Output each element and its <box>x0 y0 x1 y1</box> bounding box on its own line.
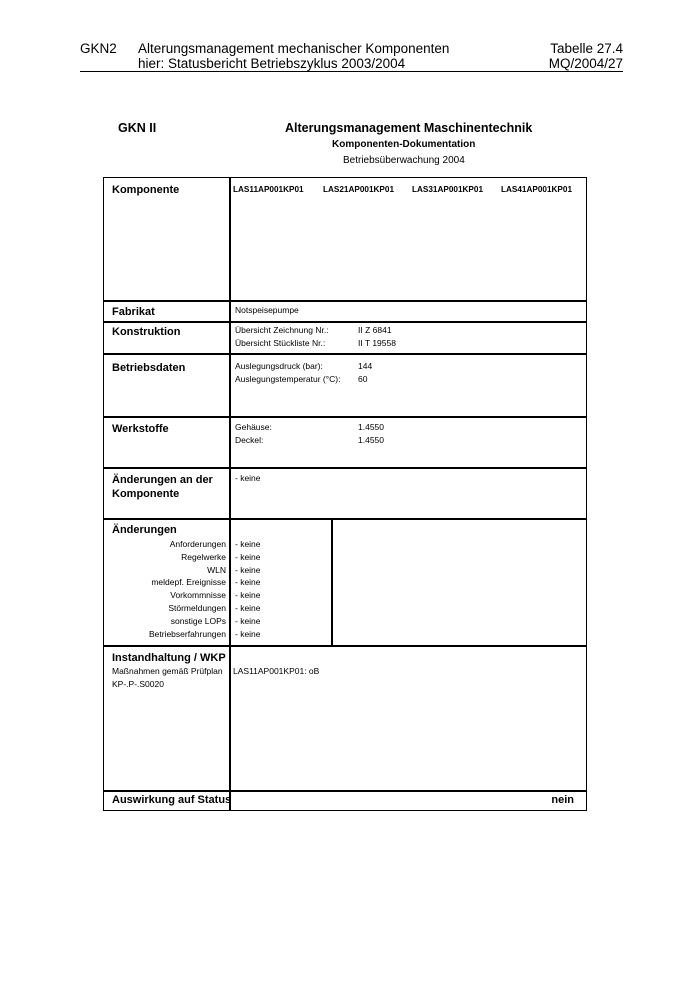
betriebsdaten-value: 60 <box>358 374 368 384</box>
header-table-number: Tabelle 27.4 <box>550 41 623 56</box>
row-separator <box>104 645 586 647</box>
konstruktion-key: Übersicht Stückliste Nr.: <box>235 338 326 348</box>
konstruktion-value: II Z 6841 <box>358 325 392 335</box>
row-separator <box>104 353 586 355</box>
header-rule <box>80 71 623 72</box>
aenderungen-item-value: - keine <box>235 577 261 588</box>
aenderungen-komponente-label-line1: Änderungen an der <box>112 474 213 486</box>
aenderungen-item-value: - keine <box>235 603 261 613</box>
header-title-line2: hier: Statusbericht Betriebszyklus 2003/2004 <box>138 56 406 71</box>
instandhaltung-note-line2: KP-.P-.S0020 <box>112 679 164 689</box>
row-separator <box>104 518 586 520</box>
auswirkung-value: nein <box>551 794 574 806</box>
betriebsdaten-key: Auslegungstemperatur (°C): <box>235 374 341 384</box>
aenderungen-item-value: - keine <box>235 564 261 575</box>
component-id: LAS11AP001KP01 <box>233 185 304 194</box>
aenderungen-item-key: WLN <box>207 564 226 575</box>
fabrikat-value: Notspeisepumpe <box>235 305 299 315</box>
row-separator <box>104 321 586 323</box>
document-subtitle: Komponenten-Dokumentation <box>332 139 476 150</box>
aenderungen-komponente-label-line2: Komponente <box>112 488 180 500</box>
konstruktion-key: Übersicht Zeichnung Nr.: <box>235 325 329 335</box>
konstruktion-value: II T 19558 <box>358 338 396 348</box>
aenderungen-item-value: - keine <box>235 590 261 601</box>
konstruktion-label: Konstruktion <box>112 326 181 338</box>
aenderungen-item-key: Störmeldungen <box>168 603 226 613</box>
document-subtitle-2: Betriebsüberwachung 2004 <box>343 155 465 166</box>
instandhaltung-value: LAS11AP001KP01: oB <box>233 666 320 676</box>
betriebsdaten-key: Auslegungsdruck (bar): <box>235 361 323 371</box>
row-separator <box>104 416 586 418</box>
werkstoffe-value: 1.4550 <box>358 435 384 445</box>
component-id: LAS21AP001KP01 <box>323 185 394 194</box>
instandhaltung-label: Instandhaltung / WKP <box>112 652 226 664</box>
werkstoffe-key: Gehäuse: <box>235 422 272 432</box>
aenderungen-item-key: meldepf. Ereignisse <box>151 577 226 588</box>
row-separator <box>104 300 586 302</box>
werkstoffe-key: Deckel: <box>235 435 264 445</box>
betriebsdaten-value: 144 <box>358 361 373 371</box>
komponente-label: Komponente <box>112 184 180 196</box>
header-title-line1: Alterungsmanagement mechanischer Komponenten <box>138 41 450 56</box>
auswirkung-label: Auswirkung auf Status <box>112 794 232 806</box>
aenderungen-item-key: Anforderungen <box>169 539 226 549</box>
row-separator <box>104 467 586 469</box>
aenderungen-item-key: sonstige LOPs <box>170 615 226 626</box>
werkstoffe-label: Werkstoffe <box>112 423 169 435</box>
header-code: GKN2 <box>80 41 117 56</box>
row-separator <box>104 790 586 792</box>
betriebsdaten-label: Betriebsdaten <box>112 362 186 374</box>
werkstoffe-value: 1.4550 <box>358 422 384 432</box>
component-table <box>103 177 587 811</box>
column-divider <box>229 178 231 810</box>
aenderungen-inner-divider <box>331 518 333 646</box>
fabrikat-label: Fabrikat <box>112 306 155 318</box>
component-id: LAS41AP001KP01 <box>501 185 572 194</box>
aenderungen-item-value: - keine <box>235 615 261 626</box>
aenderungen-item-key: Vorkommnisse <box>170 590 226 601</box>
plant-name: GKN II <box>118 121 157 135</box>
aenderungen-item-key: Betriebserfahrungen <box>148 628 226 639</box>
document-title: Alterungsmanagement Maschinentechnik <box>285 121 533 135</box>
aenderungen-item-value: - keine <box>235 551 261 562</box>
aenderungen-item-value: - keine <box>235 628 261 639</box>
component-id: LAS31AP001KP01 <box>412 185 483 194</box>
instandhaltung-note-line1: Maßnahmen gemäß Prüfplan <box>112 666 223 676</box>
aenderungen-item-value: - keine <box>235 539 261 549</box>
aenderungen-item-key: Regelwerke <box>181 551 226 562</box>
header-document-number: MQ/2004/27 <box>548 56 623 71</box>
aenderungen-komponente-value: - keine <box>235 473 261 483</box>
aenderungen-label: Änderungen <box>112 524 177 536</box>
